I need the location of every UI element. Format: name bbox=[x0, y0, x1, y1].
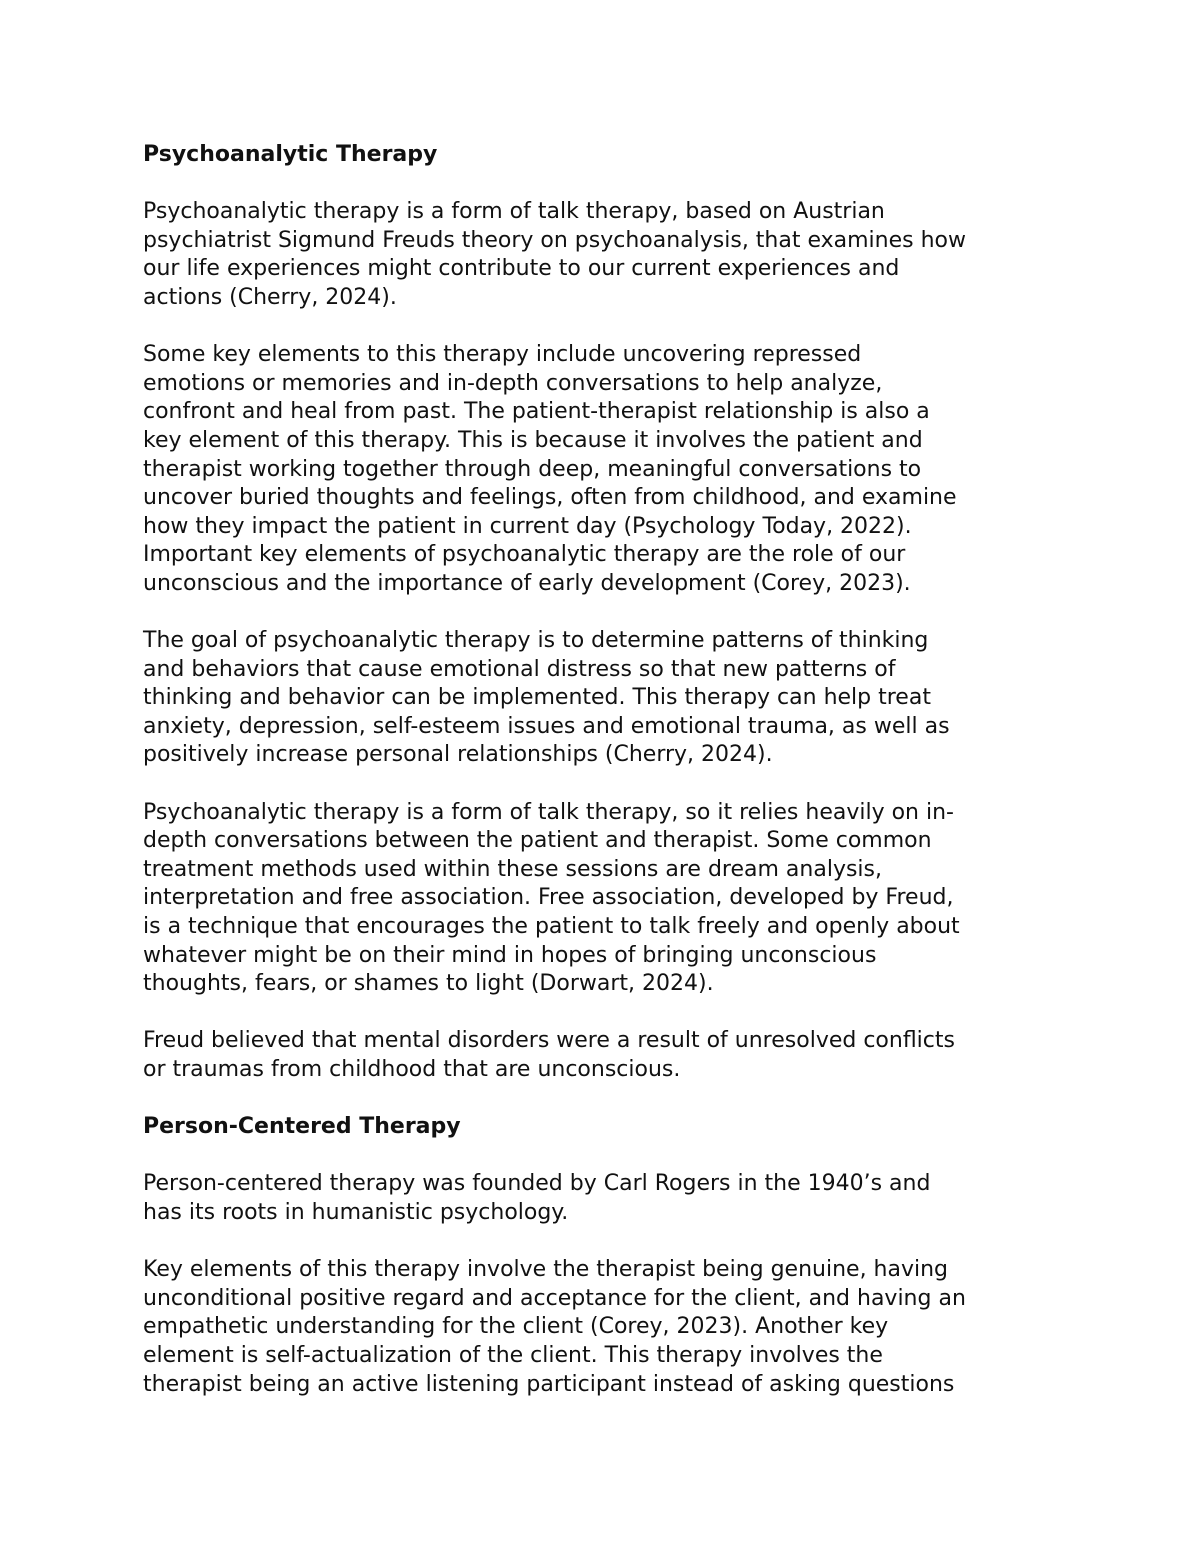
text-line: uncover buried thoughts and feelings, often from childhood, and examine bbox=[143, 485, 957, 511]
text-line: thoughts, fears, or shames to light (Dorwart, 2024). bbox=[143, 971, 714, 997]
text-line: empathetic understanding for the client (Corey, 2023). Another key bbox=[143, 1314, 889, 1340]
text-line: confront and heal from past. The patient-therapist relationship is also a bbox=[143, 399, 930, 425]
paragraph bbox=[143, 198, 1083, 312]
paragraph bbox=[143, 1170, 1083, 1227]
text-line: how they impact the patient in current day (Psychology Today, 2022). bbox=[143, 513, 912, 539]
text-line: therapist being an active listening participant instead of asking questions bbox=[143, 1371, 955, 1397]
text-line: is a technique that encourages the patient to talk freely and openly about bbox=[143, 914, 960, 940]
text-line: positively increase personal relationships (Cherry, 2024). bbox=[143, 742, 773, 768]
text-line: Psychoanalytic therapy is a form of talk therapy, so it relies heavily on in- bbox=[143, 799, 954, 825]
paragraph bbox=[143, 627, 1083, 770]
text-line: therapist working together through deep, meaningful conversations to bbox=[143, 456, 922, 482]
text-line: unconditional positive regard and acceptance for the client, and having an bbox=[143, 1285, 966, 1311]
text-line: psychiatrist Sigmund Freuds theory on psychoanalysis, that examines how bbox=[143, 227, 966, 253]
text-line: key element of this therapy. This is because it involves the patient and bbox=[143, 427, 923, 453]
text-line: depth conversations between the patient and therapist. Some common bbox=[143, 828, 932, 854]
text-line: whatever might be on their mind in hopes of bringing unconscious bbox=[143, 942, 877, 968]
text-line: anxiety, depression, self-esteem issues and emotional trauma, as well as bbox=[143, 713, 950, 739]
text-line: unconscious and the importance of early development (Corey, 2023). bbox=[143, 570, 911, 596]
text-line: treatment methods used within these sessions are dream analysis, bbox=[143, 856, 882, 882]
paragraph bbox=[143, 799, 1083, 999]
section-heading: Psychoanalytic Therapy bbox=[143, 142, 438, 167]
text-line: thinking and behavior can be implemented. This therapy can help treat bbox=[143, 685, 931, 711]
text-line: and behaviors that cause emotional distress so that new patterns of bbox=[143, 656, 896, 682]
text-line: emotions or memories and in-depth conversations to help analyze, bbox=[143, 370, 883, 396]
paragraph bbox=[143, 1027, 1083, 1084]
text-line: Key elements of this therapy involve the therapist being genuine, having bbox=[143, 1257, 949, 1283]
text-line: or traumas from childhood that are unconscious. bbox=[143, 1057, 681, 1082]
text-line: The goal of psychoanalytic therapy is to determine patterns of thinking bbox=[143, 628, 929, 654]
text-line: interpretation and free association. Free association, developed by Freud, bbox=[143, 885, 954, 911]
paragraph bbox=[143, 341, 1083, 598]
text-line: Psychoanalytic therapy is a form of talk therapy, based on Austrian bbox=[143, 199, 885, 225]
text-line: has its roots in humanistic psychology. bbox=[143, 1199, 569, 1225]
text-line: our life experiences might contribute to our current experiences and bbox=[143, 256, 900, 282]
paragraph bbox=[143, 1256, 1083, 1399]
text-line: Person-centered therapy was founded by Carl Rogers in the 1940’s and bbox=[143, 1171, 931, 1197]
section-heading: Person-Centered Therapy bbox=[143, 1114, 461, 1140]
text-line: actions (Cherry, 2024). bbox=[143, 284, 397, 310]
text-line: Some key elements to this therapy include uncovering repressed bbox=[143, 342, 862, 368]
document-body bbox=[143, 141, 1083, 1428]
text-line: Important key elements of psychoanalytic therapy are the role of our bbox=[143, 542, 906, 568]
text-line: element is self-actualization of the client. This therapy involves the bbox=[143, 1342, 883, 1368]
text-line: Freud believed that mental disorders were a result of unresolved conflicts bbox=[143, 1028, 955, 1054]
